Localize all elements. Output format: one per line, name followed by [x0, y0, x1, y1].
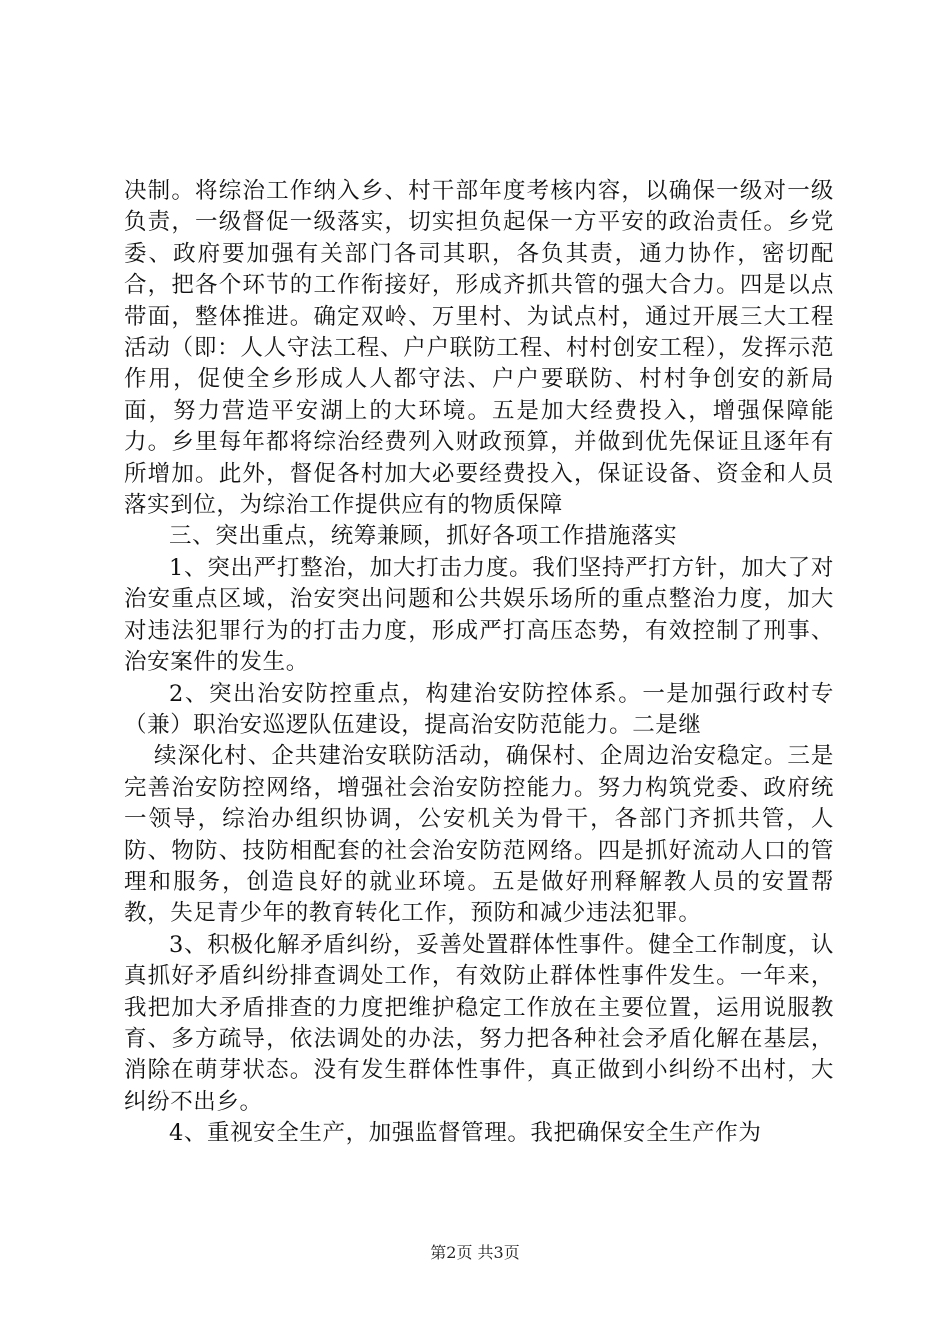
paragraph-item-2: 2、突出治安防控重点，构建治安防控体系。一是加强行政村专（兼）职治安巡逻队伍建设，提高治安防范能力。二是继 — [124, 680, 834, 738]
document-body — [124, 176, 834, 1150]
paragraph-item-2-continued: 续深化村、企共建治安联防活动，确保村、企周边治安稳定。三是完善治安防控网络，增强社会治安防控能力。努力构筑党委、政府统一领导，综治办组织协调，公安机关为骨干，各部门齐抓共管，人防、物防、技防相配套的社会治安防范网络。四是抓好流动人口的管理和服务，创造良好的就业环境。五是做好刑释解教人员的安置帮教，失足青少年的教育转化工作，预防和减少违法犯罪。 — [124, 743, 834, 927]
paragraph-item-4: 4、重视安全生产，加强监督管理。我把确保安全生产作为 — [169, 1120, 762, 1147]
page-footer: 第2页 共3页 — [430, 1243, 520, 1262]
paragraph-item-3: 3、积极化解矛盾纠纷，妥善处置群体性事件。健全工作制度，认真抓好矛盾纠纷排查调处工作，有效防止群体性事件发生。一年来，我把加大矛盾排查的力度把维护稳定工作放在主要位置，运用说服教育、多方疏导，依法调处的办法，努力把各种社会矛盾化解在基层，消除在萌芽状态。没有发生群体性事件，真正做到小纠纷不出村，大纠纷不出乡。 — [124, 931, 834, 1115]
paragraph-item-1: 1、突出严打整治，加大打击力度。我们坚持严打方针，加大了对治安重点区域，治安突出问题和公共娱乐场所的重点整治力度，加大对违法犯罪行为的打击力度，形成严打高压态势，有效控制了刑事、治安案件的发生。 — [124, 554, 834, 676]
paragraph-1: 决制。将综治工作纳入乡、村干部年度考核内容，以确保一级对一级负责，一级督促一级落实，切实担负起保一方平安的政治责任。乡党委、政府要加强有关部门各司其职，各负其责，通力协作，密切配合，把各个环节的工作衔接好，形成齐抓共管的强大合力。四是以点带面，整体推进。确定双岭、万里村、为试点村，通过开展三大工程活动（即：人人守法工程、户户联防工程、村村创安工程），发挥示范作用，促使全乡形成人人都守法、户户要联防、村村争创安的新局面，努力营造平安湖上的大环境。五是加大经费投入，增强保障能力。乡里每年都将综治经费列入财政预算，并做到优先保证且逐年有所增加。此外，督促各村加大必要经费投入，保证设备、资金和人员落实到位，为综治工作提供应有的物质保障 — [124, 178, 834, 519]
section-heading: 三、突出重点，统筹兼顾，抓好各项工作措施落实 — [169, 523, 678, 550]
